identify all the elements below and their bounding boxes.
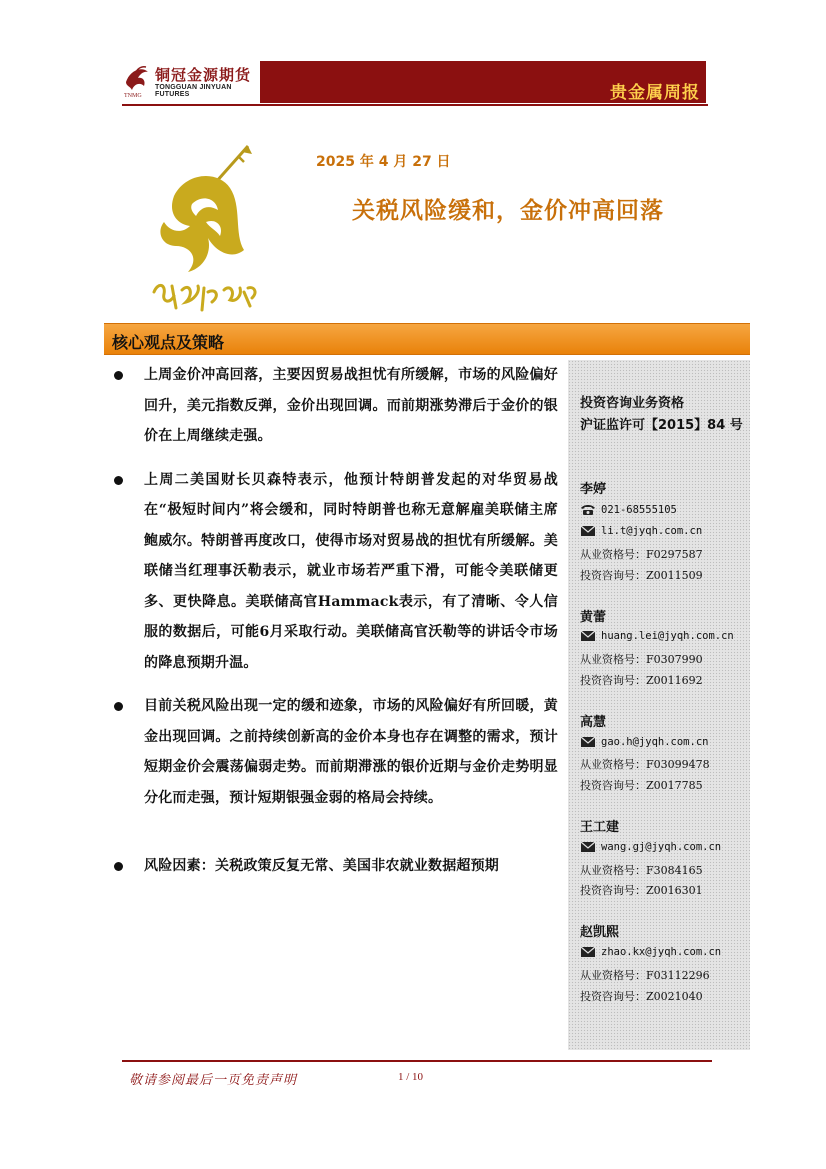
bullet-dot-icon	[114, 702, 123, 711]
company-name-en: TONGGUAN JINYUAN FUTURES	[155, 84, 232, 98]
email-icon	[580, 736, 596, 748]
consult-number: 投资咨询号：Z0016301	[580, 884, 703, 897]
analyst-name: 高慧	[580, 715, 607, 730]
core-views-list	[114, 360, 558, 882]
report-headline: 关税风险缓和，金价冲高回落	[352, 198, 664, 224]
practice-number: 从业资格号：F03112296	[580, 969, 710, 982]
analyst-name: 赵凯熙	[580, 925, 620, 940]
bullet-text: 上周二美国财长贝森特表示，他预计特朗普发起的对华贸易战在“极短时间内”将会缓和，同时特朗普也称无意解雇美联储主席鲍威尔。特朗普再度改口，使得市场对贸易战的担忧有所缓解。美联储当红理事沃勒表示，就业市场若严重下滑，可能令美联储更多、更快降息。美联储高官Hammack表示，有了清晰、令人信服的数据后，可能6月采取行动。美联储高官沃勒等的讲话令市场的降息预期升温。	[144, 471, 558, 671]
disclaimer-note: 敬请参阅最后一页免责声明	[129, 1073, 298, 1088]
analyst-name: 王工建	[580, 820, 620, 835]
analyst-sidebar	[568, 360, 750, 1050]
bullet-text: 目前关税风险出现一定的缓和迹象，市场的风险偏好有所回暖，黄金出现回调。之前持续创新高的金价本身也存在调整的需求，预计短期金价会震荡偏弱走势。而前期滞涨的银价近期与金价走势明显分化而走强，预计短期银强金弱的格局会持续。	[144, 698, 558, 806]
qualification-title: 投资咨询业务资格	[580, 396, 685, 411]
bullet-text: 风险因素：关税政策反复无常、美国非农就业数据超预期	[144, 858, 499, 874]
logo-abbr: TNMG	[124, 93, 142, 99]
email-address: zhao.kx@jyqh.com.cn	[601, 946, 722, 958]
bullet-item	[114, 360, 558, 452]
bullet-dot-icon	[114, 476, 123, 485]
company-logo	[122, 60, 262, 104]
bullet-item	[114, 691, 558, 813]
footer-divider	[122, 1060, 712, 1062]
email-address: li.t@jyqh.com.cn	[601, 525, 703, 537]
header-divider	[122, 104, 708, 106]
bullet-item	[114, 465, 558, 679]
section-header	[104, 323, 750, 355]
report-date: 2025 年 4 月 27 日	[316, 154, 451, 170]
page-number: 1 / 10	[398, 1071, 424, 1083]
emblem-icon	[146, 142, 266, 322]
practice-number: 从业资格号：F3084165	[580, 864, 703, 877]
header-bar	[260, 61, 706, 103]
email-icon	[580, 525, 596, 537]
phone-number: 021-68555105	[601, 504, 677, 516]
practice-number: 从业资格号：F0307990	[580, 653, 703, 666]
bullet-text: 上周金价冲高回落，主要因贸易战担忧有所缓解，市场的风险偏好回升，美元指数反弹，金价出现回调。而前期涨势滞后于金价的银价在上周继续走强。	[144, 367, 558, 444]
bullet-item	[114, 851, 558, 882]
bullet-dot-icon	[114, 862, 123, 871]
consult-number: 投资咨询号：Z0011509	[580, 569, 703, 582]
consult-number: 投资咨询号：Z0017785	[580, 779, 703, 792]
practice-number: 从业资格号：F0297587	[580, 548, 703, 561]
consult-number: 投资咨询号：Z0011692	[580, 674, 703, 687]
license-number: 沪证监许可【2015】84 号	[580, 418, 743, 433]
email-icon	[580, 630, 596, 642]
bullet-dot-icon	[114, 371, 123, 380]
section-title: 核心观点及策略	[112, 333, 225, 352]
phone-icon	[580, 504, 596, 516]
practice-number: 从业资格号：F03099478	[580, 758, 710, 771]
analyst-name: 李婷	[580, 482, 607, 497]
email-address: wang.gj@jyqh.com.cn	[601, 841, 722, 853]
email-address: gao.h@jyqh.com.cn	[601, 736, 709, 748]
email-address: huang.lei@jyqh.com.cn	[601, 630, 734, 642]
email-icon	[580, 946, 596, 958]
email-icon	[580, 841, 596, 853]
company-name-cn: 铜冠金源期货	[155, 66, 252, 84]
consult-number: 投资咨询号：Z0021040	[580, 990, 703, 1003]
analyst-name: 黄蕾	[580, 610, 607, 625]
report-type: 贵金属周报	[610, 83, 700, 103]
